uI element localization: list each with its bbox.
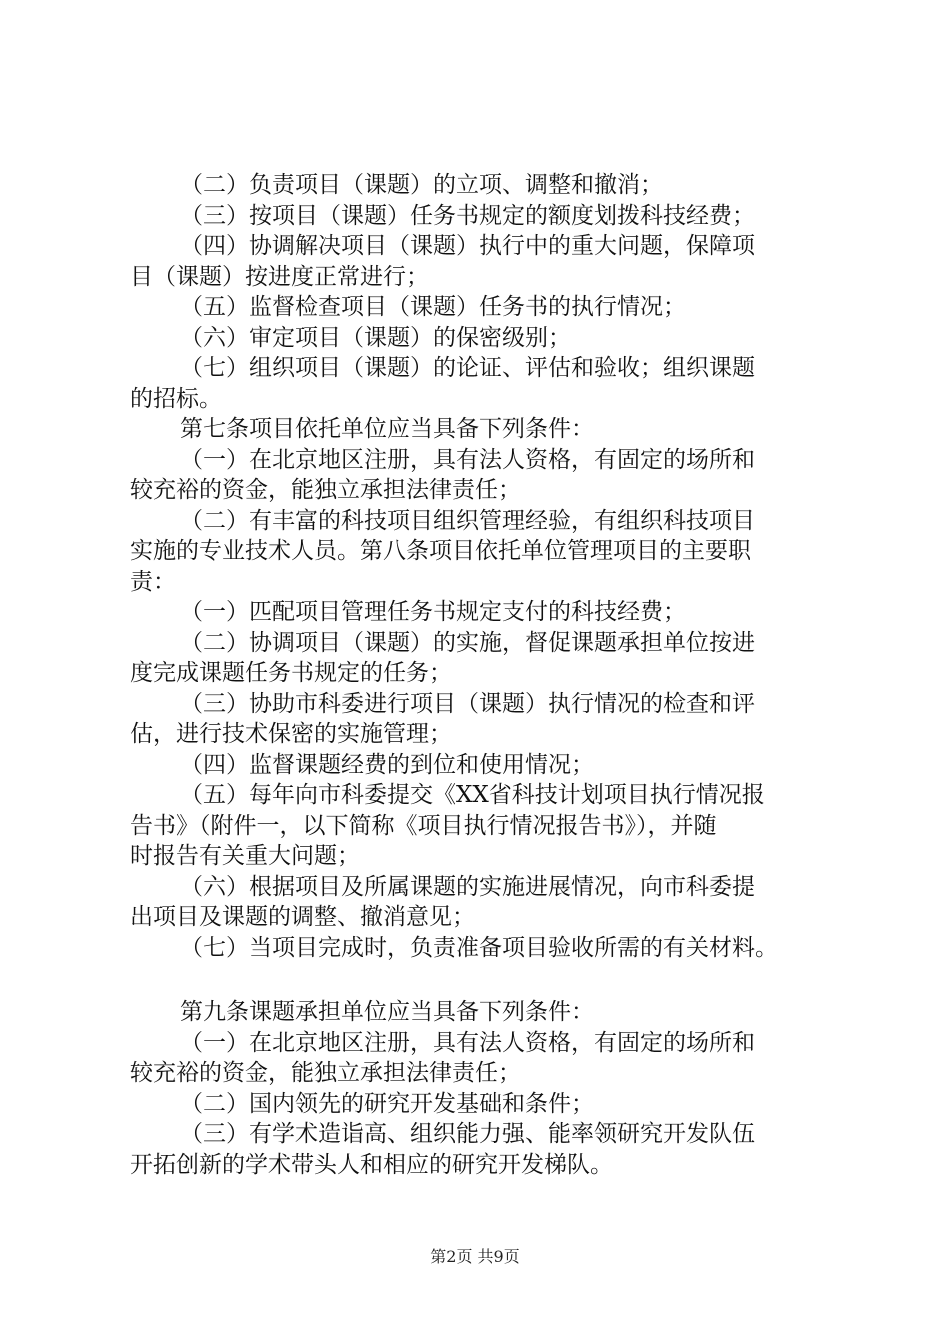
text-line: 较充裕的资金，能独立承担法律责任； [130, 477, 521, 503]
text-line: （一）在北京地区注册，具有法人资格，有固定的场所和 [180, 1029, 755, 1056]
page-footer: 第2页 共9页 [430, 1247, 520, 1266]
text-line: 度完成课题任务书规定的任务； [130, 660, 452, 686]
text-line: 目（课题）按进度正常进行； [130, 263, 429, 290]
text-line: （四）监督课题经费的到位和使用情况； [180, 751, 594, 778]
text-line: （六）根据项目及所属课题的实施进展情况，向市科委提 [180, 873, 755, 900]
text-line: （二）有丰富的科技项目组织管理经验，有组织科技项目 [180, 507, 755, 534]
text-line: 责： [130, 568, 176, 595]
text-line: 第七条项目依托单位应当具备下列条件： [180, 416, 594, 442]
text-line: 开拓创新的学术带头人和相应的研究开发梯队。 [130, 1151, 613, 1178]
text-line: （七）组织项目（课题）的论证、评估和验收；组织课题 [180, 355, 755, 381]
text-line: 告书》（附件一，以下简称《项目执行情况报告书》），并随 [130, 812, 717, 839]
text-line: （一）在北京地区注册，具有法人资格，有固定的场所和 [180, 446, 755, 473]
text-line: （三）按项目（课题）任务书规定的额度划拨科技经费； [180, 202, 755, 229]
text-line: 较充裕的资金，能独立承担法律责任； [130, 1060, 521, 1086]
paragraph-gap [130, 963, 840, 997]
text-line: （四）协调解决项目（课题）执行中的重大问题，保障项 [180, 233, 755, 259]
text-line: 出项目及课题的调整、撤消意见； [130, 904, 475, 930]
text-line: （三）有学术造诣高、组织能力强、能率领研究开发队伍 [180, 1121, 755, 1147]
document-body [130, 170, 840, 1180]
text-line: 时报告有关重大问题； [130, 843, 360, 869]
text-line: （二）负责项目（课题）的立项、调整和撤消； [180, 172, 663, 198]
text-line: （二）国内领先的研究开发基础和条件； [180, 1090, 594, 1117]
text-line: （七）当项目完成时，负责准备项目验收所需的有关材料。 [180, 934, 778, 961]
text-line: 估，进行技术保密的实施管理； [130, 721, 452, 747]
text-line: 第九条课题承担单位应当具备下列条件： [180, 999, 594, 1025]
text-line: （五）监督检查项目（课题）任务书的执行情况； [180, 294, 686, 320]
text-line: （三）协助市科委进行项目（课题）执行情况的检查和评 [180, 690, 755, 717]
text-line: （五）每年向市科委提交《XX省科技计划项目执行情况报 [180, 782, 765, 808]
text-line: （六）审定项目（课题）的保密级别； [180, 324, 571, 351]
text-line: 的招标。 [130, 385, 222, 412]
text-line: （一）匹配项目管理任务书规定支付的科技经费； [180, 599, 686, 625]
text-line: （二）协调项目（课题）的实施，督促课题承担单位按进 [180, 629, 755, 656]
text-line: 实施的专业技术人员。第八条项目依托单位管理项目的主要职 [130, 538, 751, 564]
